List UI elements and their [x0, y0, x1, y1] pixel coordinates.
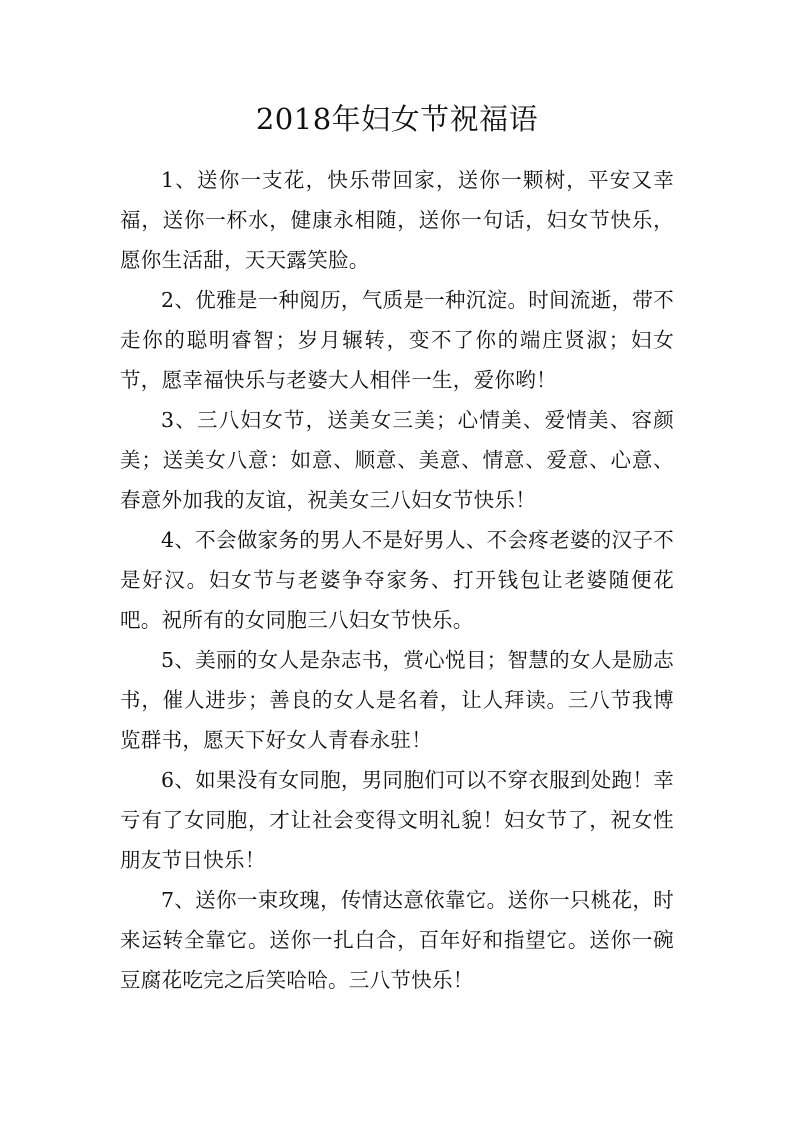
paragraph-4: 4、不会做家务的男人不是好男人、不会疼老婆的汉子不是好汉。妇女节与老婆争夺家务、打开钱包让老婆随便花吧。祝所有的女同胞三八妇女节快乐。: [120, 528, 674, 632]
paragraph-7: 7、送你一束玫瑰，传情达意依靠它。送你一只桃花，时来运转全靠它。送你一扎白合，百年好和指望它。送你一碗豆腐花吃完之后笑哈哈。三八节快乐！: [120, 888, 674, 992]
paragraph-1: 1、送你一支花，快乐带回家，送你一颗树，平安又幸福，送你一杯水，健康永相随，送你一句话，妇女节快乐，愿你生活甜，天天露笑脸。: [120, 168, 674, 272]
document-title: 2018年妇女节祝福语: [255, 102, 539, 136]
paragraph-2: 2、优雅是一种阅历，气质是一种沉淀。时间流逝，带不走你的聪明睿智；岁月辗转，变不了你的端庄贤淑；妇女节，愿幸福快乐与老婆大人相伴一生，爱你哟！: [120, 288, 674, 392]
paragraph-5: 5、美丽的女人是杂志书，赏心悦目；智慧的女人是励志书，催人进步；善良的女人是名着，让人拜读。三八节我博览群书，愿天下好女人青春永驻！: [120, 648, 674, 752]
paragraph-3: 3、三八妇女节，送美女三美；心情美、爱情美、容颜美；送美女八意：如意、顺意、美意、情意、爱意、心意、春意外加我的友谊，祝美女三八妇女节快乐！: [120, 408, 674, 512]
paragraph-6: 6、如果没有女同胞，男同胞们可以不穿衣服到处跑！幸亏有了女同胞，才让社会变得文明礼貌！妇女节了，祝女性朋友节日快乐！: [120, 768, 674, 872]
